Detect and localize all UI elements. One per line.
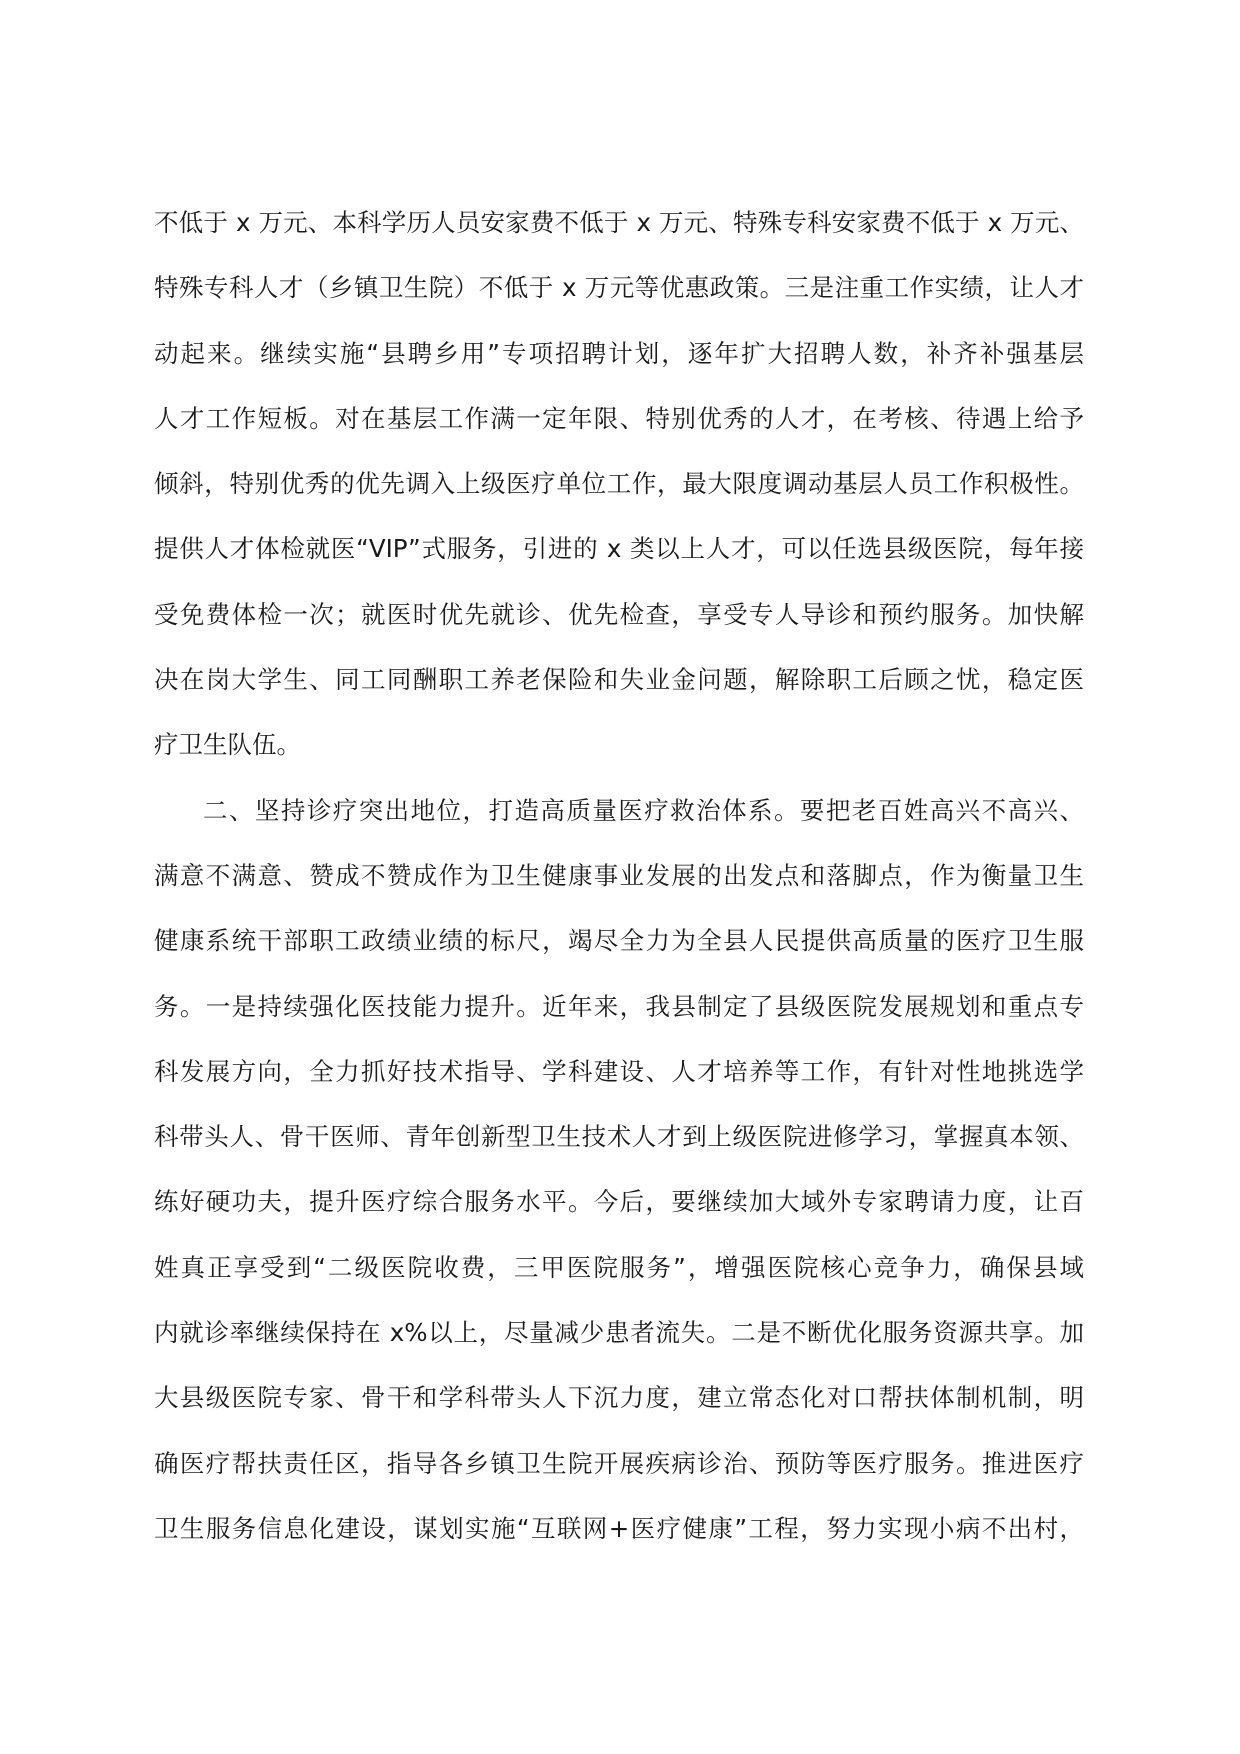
text-line: 姓真正享受到“二级医院收费，三甲医院服务”，增强医院核心竞争力，确保县域 xyxy=(154,1252,1084,1282)
text-line: 大县级医院专家、骨干和学科带头人下沉力度，建立常态化对口帮扶体制机制，明 xyxy=(154,1383,1084,1413)
text-line: 确医疗帮扶责任区，指导各乡镇卫生院开展疾病诊治、预防等医疗服务。推进医疗 xyxy=(154,1448,1084,1478)
text-line: 科带头人、骨干医师、青年创新型卫生技术人才到上级医院进修学习，掌握真本领、 xyxy=(154,1122,1084,1152)
text-line: 内就诊率继续保持在 x%以上，尽量减少患者流失。二是不断优化服务资源共享。加 xyxy=(154,1318,1084,1348)
paragraph-heading-line: 二、坚持诊疗突出地位，打造高质量医疗救治体系。要把老百姓高兴不高兴、 xyxy=(203,795,1084,825)
text-line: 健康系统干部职工政绩业绩的标尺，竭尽全力为全县人民提供高质量的医疗卫生服 xyxy=(154,926,1084,956)
text-line: 人才工作短板。对在基层工作满一定年限、特别优秀的人才，在考核、待遇上给予 xyxy=(154,403,1084,433)
text-line: 练好硬功夫，提升医疗综合服务水平。今后，要继续加大域外专家聘请力度，让百 xyxy=(154,1187,1084,1217)
text-line: 满意不满意、赞成不赞成作为卫生健康事业发展的出发点和落脚点，作为衡量卫生 xyxy=(154,860,1084,890)
text-line: 动起来。继续实施“县聘乡用”专项招聘计划，逐年扩大招聘人数，补齐补强基层 xyxy=(154,338,1084,368)
text-line: 科发展方向，全力抓好技术指导、学科建设、人才培养等工作，有针对性地挑选学 xyxy=(154,1056,1084,1086)
text-line: 倾斜，特别优秀的优先调入上级医疗单位工作，最大限度调动基层人员工作积极性。 xyxy=(154,469,1084,499)
paragraph-end-line: 疗卫生队伍。 xyxy=(154,730,301,760)
text-line: 提供人才体检就医“VIP”式服务，引进的 x 类以上人才，可以任选县级医院，每年接 xyxy=(154,534,1084,564)
text-line: 特殊专科人才（乡镇卫生院）不低于 x 万元等优惠政策。三是注重工作实绩，让人才 xyxy=(154,273,1084,303)
text-line: 卫生服务信息化建设，谋划实施“互联网+医疗健康”工程，努力实现小病不出村， xyxy=(154,1513,1084,1543)
text-line: 不低于 x 万元、本科学历人员安家费不低于 x 万元、特殊专科安家费不低于 x 万元、 xyxy=(154,208,1084,237)
text-line: 务。一是持续强化医技能力提升。近年来，我县制定了县级医院发展规划和重点专 xyxy=(154,991,1084,1021)
body-text xyxy=(154,190,1084,1561)
text-line: 决在岗大学生、同工同酬职工养老保险和失业金问题，解除职工后顾之忧，稳定医 xyxy=(154,665,1084,695)
text-line: 受免费体检一次；就医时优先就诊、优先检查，享受专人导诊和预约服务。加快解 xyxy=(154,599,1084,629)
